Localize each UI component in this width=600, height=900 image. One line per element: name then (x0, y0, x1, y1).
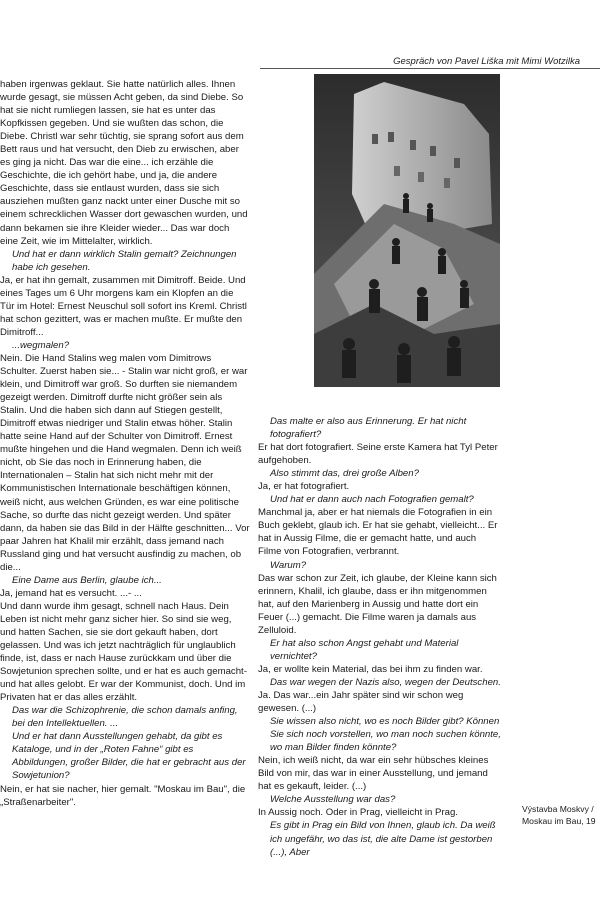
interviewee-answer: Nein, er hat sie nacher, hier gemalt. "Moskau im Bau", die „Straßenarbeiter". (0, 783, 246, 808)
interviewee-answer: Und dann wurde ihm gesagt, schnell nach Haus. Dein Leben ist nicht mehr ganz sicher hier. So sind sie weg, und hatten Sachen, sie sie dort gekauft haben, dort gelassen. Und was ich jetzt nachträglich für unglaublich finde, ist, dass er nach Hause zurückkam und über die Sowjetunion sprechen sollte, und er hat es auch gemacht- und hat alles gelobt. Er war der Kommunist, doch. Und im Privaten hat er das alles erzählt. (0, 600, 247, 704)
left-text-column (0, 78, 250, 809)
image-caption (522, 804, 600, 827)
interviewer-question: Das war die Schizophrenie, die schon damals anfing, bei den Intellektuellen. ... (12, 705, 238, 730)
interviewee-answer: Manchmal ja, aber er hat niemals die Fotografien in ein Buch geklebt, glaub ich. Er hat sie gehabt, vielleicht... Er hat in Aussig Filme, die er gemacht hatte, und auch Filme von Fotografien, verbrannt. (258, 507, 498, 558)
interviewer-question: Also stimmt das, drei große Alben? (270, 468, 419, 480)
interviewer-question: ...wegmalen? (12, 339, 70, 351)
interviewee-answer: In Aussig noch. Oder in Prag, vielleicht in Prag. (258, 807, 458, 819)
interviewer-question: Warum? (270, 559, 307, 571)
right-text-column (258, 415, 501, 859)
caption-line-1: Výstavba Moskvy / (522, 804, 594, 814)
interviewee-answer: haben irgenwas geklaut. Sie hatte natürlich alles. Ihnen wurde gesagt, sie müssen Acht geben, da sind Diebe. So hat sie nicht rumliegen lassen, sie hat es unter das Kopfkissen gegeben. Und sie wußten das schon, die Diebe. Christl war sehr tüchtig, sie sprang sofort aus dem Bett raus und hat versucht, den Dieb zu erwischen, aber es ging ja nicht. Das war die eine... ich erzähle die Geschichte, die ich gehört habe, und ja, die andere Geschichte, dass sie entlaust wurden, dass sie sich ausziehen mußten ganz nackt unter einer Dusche mit so einem schrecklichen Wasser dort gewaschen wurden, und dann bekamen sie ihre Kleider wieder... Das war doch eine Zeit, wie im Mittelalter, wirklich. (0, 79, 248, 247)
interviewer-question: Es gibt in Prag ein Bild von Ihnen, glaub ich. Da weiß ich ungefähr, wo das ist, die alte Dame ist gestorben (...), Aber (270, 820, 496, 858)
interviewee-answer: Das war schon zur Zeit, ich glaube, der Kleine kann sich erinnern, Khalil, ich glaube, dass er ihn mitgenommen hat, auf den Marienberg in Aussig und hatte dort ein Feuer (...) gemacht. Die Filme waren ja damals aus Zelluloid. (258, 572, 497, 636)
interviewer-question: Welche Ausstellung war das? (270, 794, 396, 806)
interviewee-answer: Ja, jemand hat es versucht. ...- ... (0, 587, 142, 599)
interviewer-question: Er hat also schon Angst gehabt und Material vernichtet? (270, 637, 459, 662)
running-header: Gespräch von Pavel Liška mit Mimi Wotzilka (393, 56, 580, 67)
painting-photo (314, 74, 500, 387)
interviewer-question: Eine Dame aus Berlin, glaube ich... (12, 574, 162, 586)
interviewee-answer: Er hat dort fotografiert. Seine erste Kamera hat Tyl Peter aufgehoben. (258, 442, 498, 467)
interviewee-answer: Ja, er wollte kein Material, das bei ihm zu finden war. (258, 663, 483, 675)
interviewer-question: Sie wissen also nicht, wo es noch Bilder gibt? Können Sie sich noch vorstellen, wo man noch suchen könnte, wo man Bilder finden könnte? (270, 716, 501, 754)
interviewee-answer: Nein, ich weiß nicht, da war ein sehr hübsches kleines Bild von mir, das war in einer Ausstellung, und jemand hat es gekauft, leider. (...) (258, 755, 489, 793)
interviewer-question: Und hat er dann wirklich Stalin gemalt? Zeichnungen habe ich gesehen. (12, 248, 237, 273)
interviewer-question: Und hat er dann auch nach Fotografien gemalt? (270, 494, 474, 506)
caption-line-2: Moskau im Bau, 19 (522, 815, 596, 826)
interviewer-question: Und er hat dann Ausstellungen gehabt, da gibt es Kataloge, und in der „Roten Fahne“ gibt es Abbildungen, großer Bilder, die hat er gebracht aus der Sowjetunion? (12, 731, 246, 782)
interviewee-answer: Nein. Die Hand Stalins weg malen vom Dimitrows Schulter. Zuerst haben sie... - Stalin war nicht groß, er war klein, und Dimitroff war groß. So durften sie niemandem gezeigt werden. Dimitroff durfte nicht größer sein als Stalin. Und die haben sich dann auf Stiegen gestellt, Dimitroff etwas niedriger und Stalin etwas höher. Stalin hatte seine Hand auf der Schulter von Dimitroff. Ernest mußte hingehen und die Hand wegmalen. Denn ich weiß nicht, ob Sie das noch in Erinnerung haben, die Internationalen – Stalin hat sich nicht mehr mit der Kommunistischen Internationale beschäftigen können, weiß nicht, aus welchen Gründen, es war eine politische Sache, so durfte das nicht gezeigt werden. Und später dann, da haben sie das Bild in der Hälfte geschnitten... Vor paar Jahren hat Khalil mir erzählt, dass jemand nach Russland ging und hat versucht ausfindig zu machen, ob die... (0, 352, 250, 573)
header-rule (260, 68, 600, 69)
interviewer-question: Das malte er also aus Erinnerung. Er hat nicht fotografiert? (270, 416, 467, 441)
interviewee-answer: Ja. Das war...ein Jahr später sind wir schon weg gewesen. (...) (258, 689, 464, 715)
interviewer-question: Das war wegen der Nazis also, wegen der Deutschen. (270, 676, 501, 688)
moskau-im-bau-image (314, 74, 500, 387)
interviewee-answer: Ja, er hat ihn gemalt, zusammen mit Dimitroff. Beide. Und eines Tages um 6 Uhr morgens kam ein Klopfen an die Tür im Hotel: Ernest Neuschul soll sofort ins Kreml. Christl hat schon gezittert, was er machen mußte. Er mußte den Dimitroff... (0, 274, 247, 338)
interviewee-answer: Ja, er hat fotografiert. (258, 481, 350, 493)
